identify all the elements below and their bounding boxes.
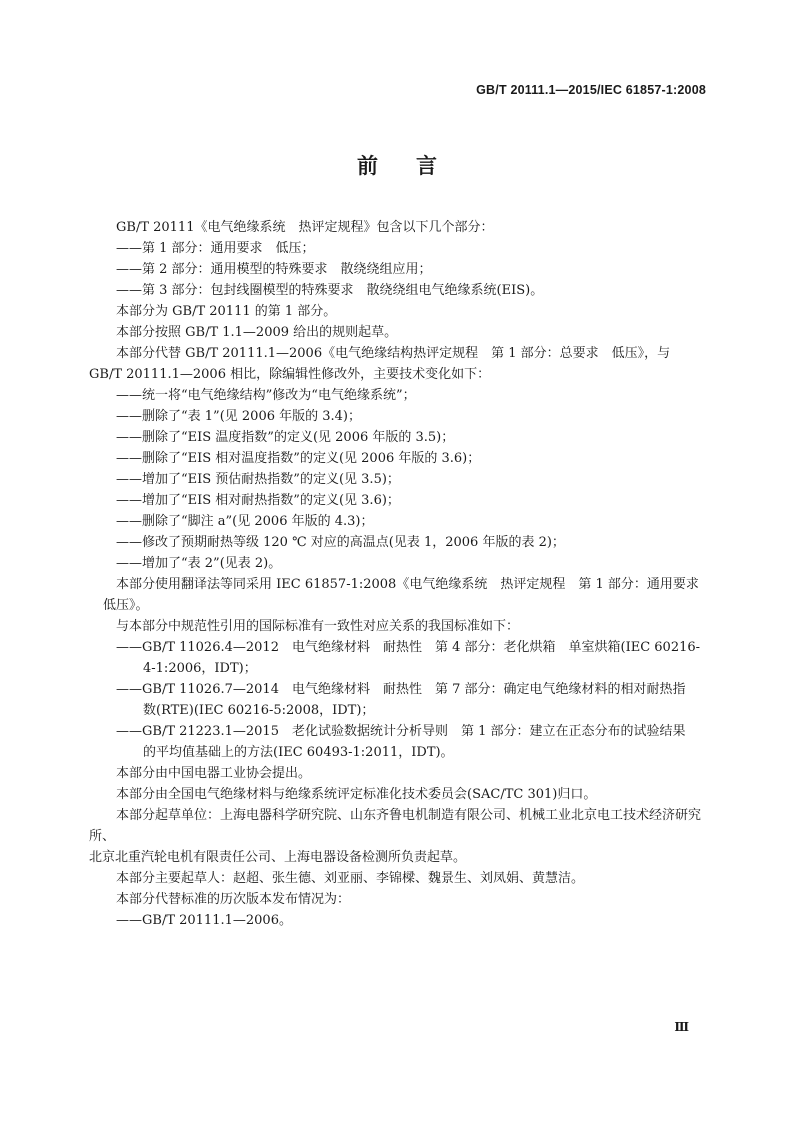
change-list-item: ——统一将“电气绝缘结构”修改为“电气绝缘系统”； — [116, 388, 416, 403]
change-list-item: ——删除了“EIS 相对温度指数”的定义(见 2006 年版的 3.6)； — [116, 451, 481, 466]
proposed-by-paragraph: 本部分由中国电器工业协会提出。 — [116, 766, 312, 781]
change-list-item: ——删除了“表 1”(见 2006 年版的 3.4)； — [116, 409, 361, 424]
page-number: Ⅲ — [674, 1020, 689, 1034]
committee-paragraph: 本部分由全国电气绝缘材料与绝缘系统评定标准化技术委员会(SAC/TC 301)归口。 — [116, 787, 597, 802]
main-drafters-paragraph: 本部分主要起草人：赵超、张生德、刘亚丽、李锦樑、魏景生、刘凤娟、黄慧洁。 — [116, 871, 585, 886]
change-list-item: ——删除了“EIS 温度指数”的定义(见 2006 年版的 3.5)； — [116, 430, 455, 445]
reference-line: ——GB/T 11026.4—2012 电气绝缘材料 耐热性 第 4 部分：老化烘箱 单室烘箱(IEC 60216- — [116, 640, 701, 655]
this-part-paragraph: 本部分为 GB/T 20111 的第 1 部分。 — [116, 304, 337, 319]
reference-line: 数(RTE)(IEC 60216-5:2008，IDT)； — [143, 703, 375, 718]
change-list-item: ——修改了预期耐热等级 120 ℃ 对应的高温点(见表 1，2006 年版的表 2)； — [116, 535, 565, 550]
change-list-item: ——增加了“EIS 相对耐热指数”的定义(见 3.6)； — [116, 493, 400, 508]
history-intro-paragraph: 本部分代替标准的历次版本发布情况为： — [116, 892, 351, 907]
drafting-rules-paragraph: 本部分按照 GB/T 1.1—2009 给出的规则起草。 — [116, 325, 398, 340]
foreword-body — [89, 217, 706, 931]
replaces-paragraph-line: GB/T 20111.1—2006 相比，除编辑性修改外，主要技术变化如下： — [89, 367, 491, 382]
change-list-item: ——增加了“表 2”(见表 2)。 — [116, 556, 282, 571]
reference-list-item — [89, 721, 706, 763]
standard-code-header: GB/T 20111.1—2015/IEC 61857-1:2008 — [476, 83, 706, 97]
iec-adoption-line: 本部分使用翻译法等同采用 IEC 61857-1:2008《电气绝缘系统 热评定规程 第 1 部分：通用要求 — [116, 577, 699, 592]
reference-list-item — [89, 637, 706, 679]
page-title: 前言 — [357, 154, 475, 178]
part-list-item: ——第 1 部分：通用要求 低压； — [116, 241, 315, 256]
reference-line: ——GB/T 11026.7—2014 电气绝缘材料 耐热性 第 7 部分：确定电气绝缘材料的相对耐热指 — [116, 682, 686, 697]
reference-list-item — [89, 679, 706, 721]
consistency-intro-paragraph: 与本部分中规范性引用的国际标准有一致性对应关系的我国标准如下： — [116, 619, 520, 634]
part-list-item: ——第 2 部分：通用模型的特殊要求 散绕绕组应用； — [116, 262, 432, 277]
reference-line: 4-1:2006，IDT)； — [143, 661, 257, 676]
history-list-item: ——GB/T 20111.1—2006。 — [116, 913, 292, 928]
drafting-org-line: 本部分起草单位：上海电器科学研究院、山东齐鲁电机制造有限公司、机械工业北京电工技术经济研究所、 — [89, 808, 702, 844]
drafting-org-line: 北京北重汽轮电机有限责任公司、上海电器设备检测所负责起草。 — [89, 850, 467, 865]
change-list-item: ——增加了“EIS 预估耐热指数”的定义(见 3.5)； — [116, 472, 400, 487]
intro-paragraph: GB/T 20111《电气绝缘系统 热评定规程》包含以下几个部分： — [116, 220, 494, 235]
reference-line: ——GB/T 21223.1—2015 老化试验数据统计分析导则 第 1 部分：建立在正态分布的试验结果 — [116, 724, 686, 739]
part-list-item: ——第 3 部分：包封线圈模型的特殊要求 散绕绕组电气绝缘系统(EIS)。 — [116, 283, 544, 298]
reference-line: 的平均值基础上的方法(IEC 60493-1:2011，IDT)。 — [143, 745, 454, 760]
replaces-paragraph-line: 本部分代替 GB/T 20111.1—2006《电气绝缘结构热评定规程 第 1 部分：总要求 低压》，与 — [116, 346, 671, 361]
change-list-item: ——删除了“脚注 a”(见 2006 年版的 4.3)； — [116, 514, 374, 529]
iec-adoption-line: 低压》。 — [103, 598, 149, 613]
